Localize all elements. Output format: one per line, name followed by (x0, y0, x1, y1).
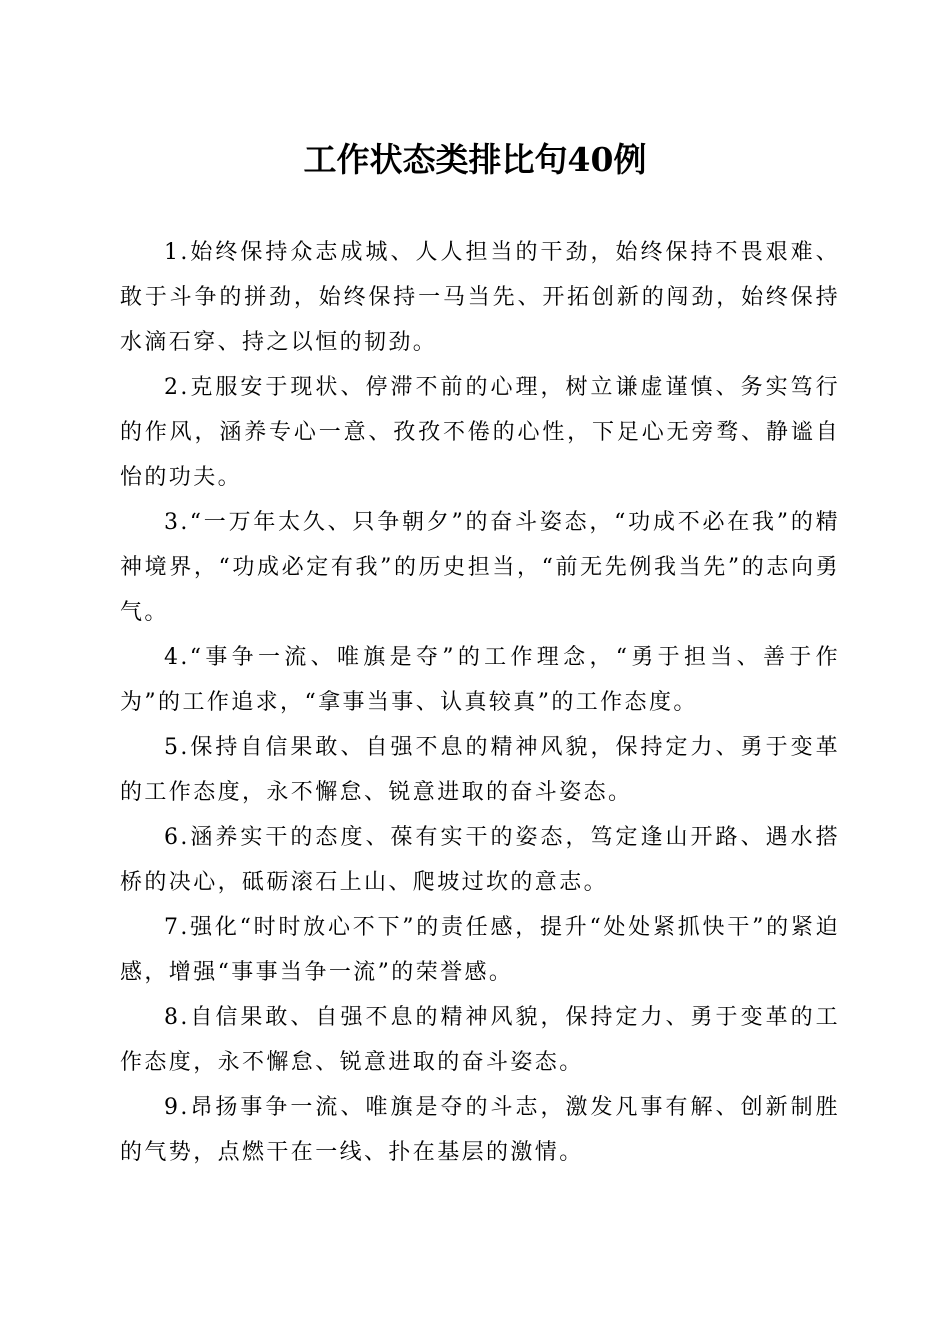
paragraph-8: 8.自信果敢、自强不息的精神风貌，保持定力、勇于变革的工作态度，永不懈怠、锐意进取的奋斗姿态。 (120, 1005, 840, 1075)
paragraph-6: 6.涵养实干的态度、葆有实干的姿态，笃定逢山开路、遇水搭桥的决心，砥砺滚石上山、爬坡过坎的意志。 (120, 825, 840, 895)
document-title: 工作状态类排比句40例 (303, 140, 647, 179)
paragraph-9: 9.昂扬事争一流、唯旗是夺的斗志，激发凡事有解、创新制胜的气势，点燃干在一线、扑在基层的激情。 (120, 1095, 840, 1165)
paragraph-3: 3.“一万年太久、只争朝夕”的奋斗姿态，“功成不必在我”的精神境界，“功成必定有我”的历史担当，“前无先例我当先”的志向勇气。 (120, 510, 840, 625)
paragraph-2: 2.克服安于现状、停滞不前的心理，树立谦虚谨慎、务实笃行的作风，涵养专心一意、孜孜不倦的心性，下足心无旁骛、静谧自怡的功夫。 (120, 375, 840, 490)
paragraph-7: 7.强化“时时放心不下”的责任感，提升“处处紧抓快干”的紧迫感，增强“事事当争一流”的荣誉感。 (120, 915, 840, 985)
paragraph-5: 5.保持自信果敢、自强不息的精神风貌，保持定力、勇于变革的工作态度，永不懈怠、锐意进取的奋斗姿态。 (120, 735, 840, 805)
paragraph-1: 1.始终保持众志成城、人人担当的干劲，始终保持不畏艰难、敢于斗争的拼劲，始终保持一马当先、开拓创新的闯劲，始终保持水滴石穿、持之以恒的韧劲。 (120, 240, 840, 355)
paragraph-4: 4.“事争一流、唯旗是夺”的工作理念，“勇于担当、善于作为”的工作追求，“拿事当事、认真较真”的工作态度。 (120, 645, 840, 715)
document-body (120, 230, 840, 1175)
